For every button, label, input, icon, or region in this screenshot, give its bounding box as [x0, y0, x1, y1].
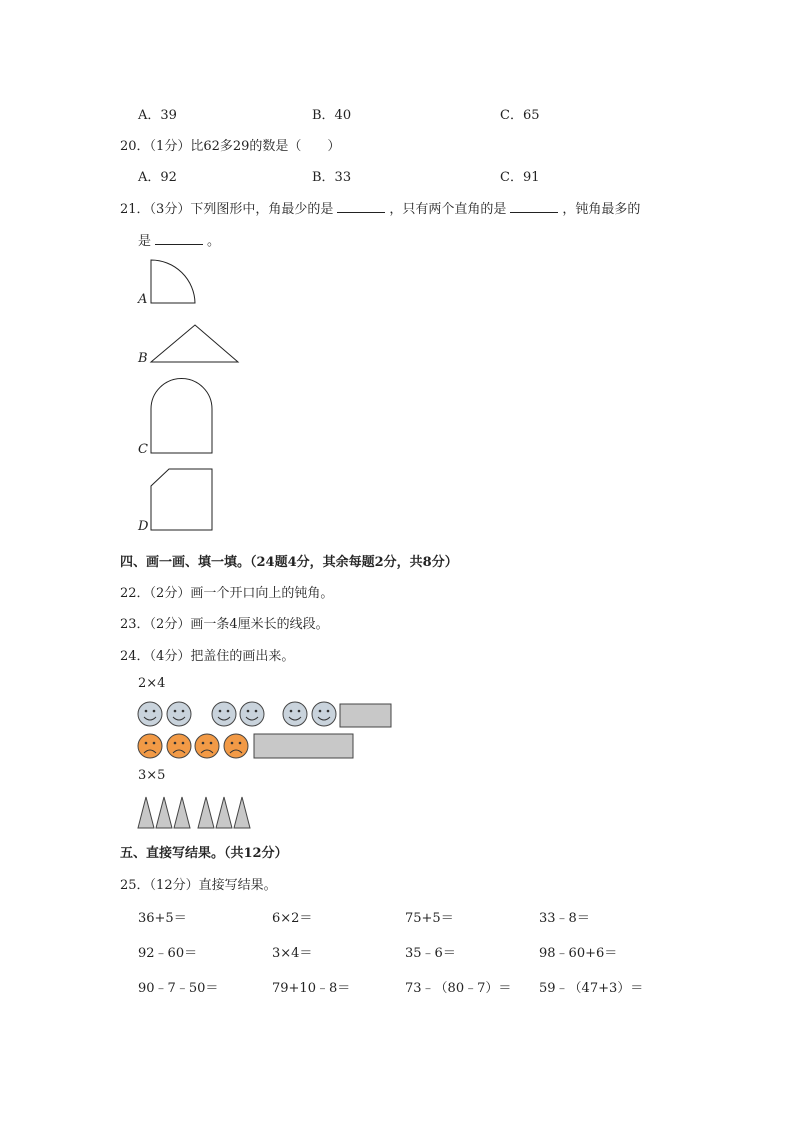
smiley-face-icon — [167, 702, 191, 726]
triangle-row — [136, 795, 266, 830]
shape-d-cut-square — [145, 466, 220, 534]
smiley-row — [136, 699, 406, 729]
q21-blank-2[interactable] — [510, 200, 558, 213]
q21-blank-1[interactable] — [337, 200, 385, 213]
q24-text: 24．（4分）把盖住的画出来。 — [120, 649, 295, 664]
smiley-face-icon — [240, 702, 264, 726]
shape-a-label: A — [138, 292, 148, 307]
shape-c-label: C — [138, 442, 148, 457]
sad-face-row — [136, 731, 376, 761]
calc-item: 75+5＝ — [405, 911, 454, 926]
triangle-icon — [138, 797, 154, 828]
smiley-face-icon — [212, 702, 236, 726]
sad-face-icon — [167, 734, 191, 758]
q20-option-b: B．33 — [312, 170, 352, 185]
smiley-face-icon — [283, 702, 307, 726]
calc-item: 36+5＝ — [138, 911, 187, 926]
q23-text: 23．（2分）画一条4厘米长的线段。 — [120, 617, 329, 632]
q19-option-c: C．65 — [500, 108, 540, 123]
sad-face-icon — [195, 734, 219, 758]
shape-b-triangle — [145, 322, 245, 367]
smiley-face-icon — [312, 702, 336, 726]
q21-line2 — [138, 230, 220, 249]
triangle-icon — [216, 797, 232, 828]
calc-item: 92﹣60＝ — [138, 946, 198, 961]
section-5-heading: 五、直接写结果。（共12分） — [120, 846, 288, 861]
calc-item: 98﹣60+6＝ — [539, 946, 618, 961]
q19-option-a: A．39 — [138, 108, 177, 123]
calc-item: 6×2＝ — [272, 911, 313, 926]
expr-3x5: 3×5 — [138, 768, 166, 783]
q21-part1: 21．（3分）下列图形中，角最少的是 — [120, 202, 334, 217]
triangle-icon — [156, 797, 172, 828]
q21-part3: ，钝角最多的 — [562, 202, 641, 217]
triangle-icon — [234, 797, 250, 828]
q21-line1 — [120, 198, 640, 217]
q20-option-a: A．92 — [138, 170, 177, 185]
calc-item: 3×4＝ — [272, 946, 313, 961]
expr-2x4: 2×4 — [138, 676, 166, 691]
triangle-icon — [198, 797, 214, 828]
section-4-heading: 四、画一画、填一填。（24题4分，其余每题2分，共8分） — [120, 555, 458, 570]
shape-b-label: B — [138, 351, 148, 366]
calc-item: 59﹣（47+3）＝ — [539, 981, 644, 996]
shape-c-arch — [145, 376, 220, 456]
sad-face-icon — [224, 734, 248, 758]
cover-box-2 — [254, 734, 353, 758]
q20-stem: 20．（1分）比62多29的数是（ ） — [120, 139, 341, 154]
q21-line2-pre: 是 — [138, 234, 152, 249]
q25-text: 25．（12分）直接写结果。 — [120, 878, 277, 893]
calc-item: 33﹣8＝ — [539, 911, 590, 926]
q21-blank-3[interactable] — [155, 232, 203, 245]
q21-part2: ，只有两个直角的是 — [389, 202, 507, 217]
sad-face-icon — [138, 734, 162, 758]
shape-a-quarter-circle — [145, 258, 205, 308]
q21-line2-post: 。 — [207, 234, 221, 249]
calc-item: 79+10﹣8＝ — [272, 981, 351, 996]
shape-d-label: D — [138, 519, 149, 534]
cover-box-1 — [340, 704, 391, 727]
calc-item: 35﹣6＝ — [405, 946, 456, 961]
q19-option-b: B．40 — [312, 108, 352, 123]
calc-item: 90﹣7﹣50＝ — [138, 981, 219, 996]
calc-item: 73﹣（80﹣7）＝ — [405, 981, 512, 996]
smiley-face-icon — [138, 702, 162, 726]
triangle-icon — [174, 797, 190, 828]
q20-option-c: C．91 — [500, 170, 540, 185]
q22-text: 22．（2分）画一个开口向上的钝角。 — [120, 586, 334, 601]
